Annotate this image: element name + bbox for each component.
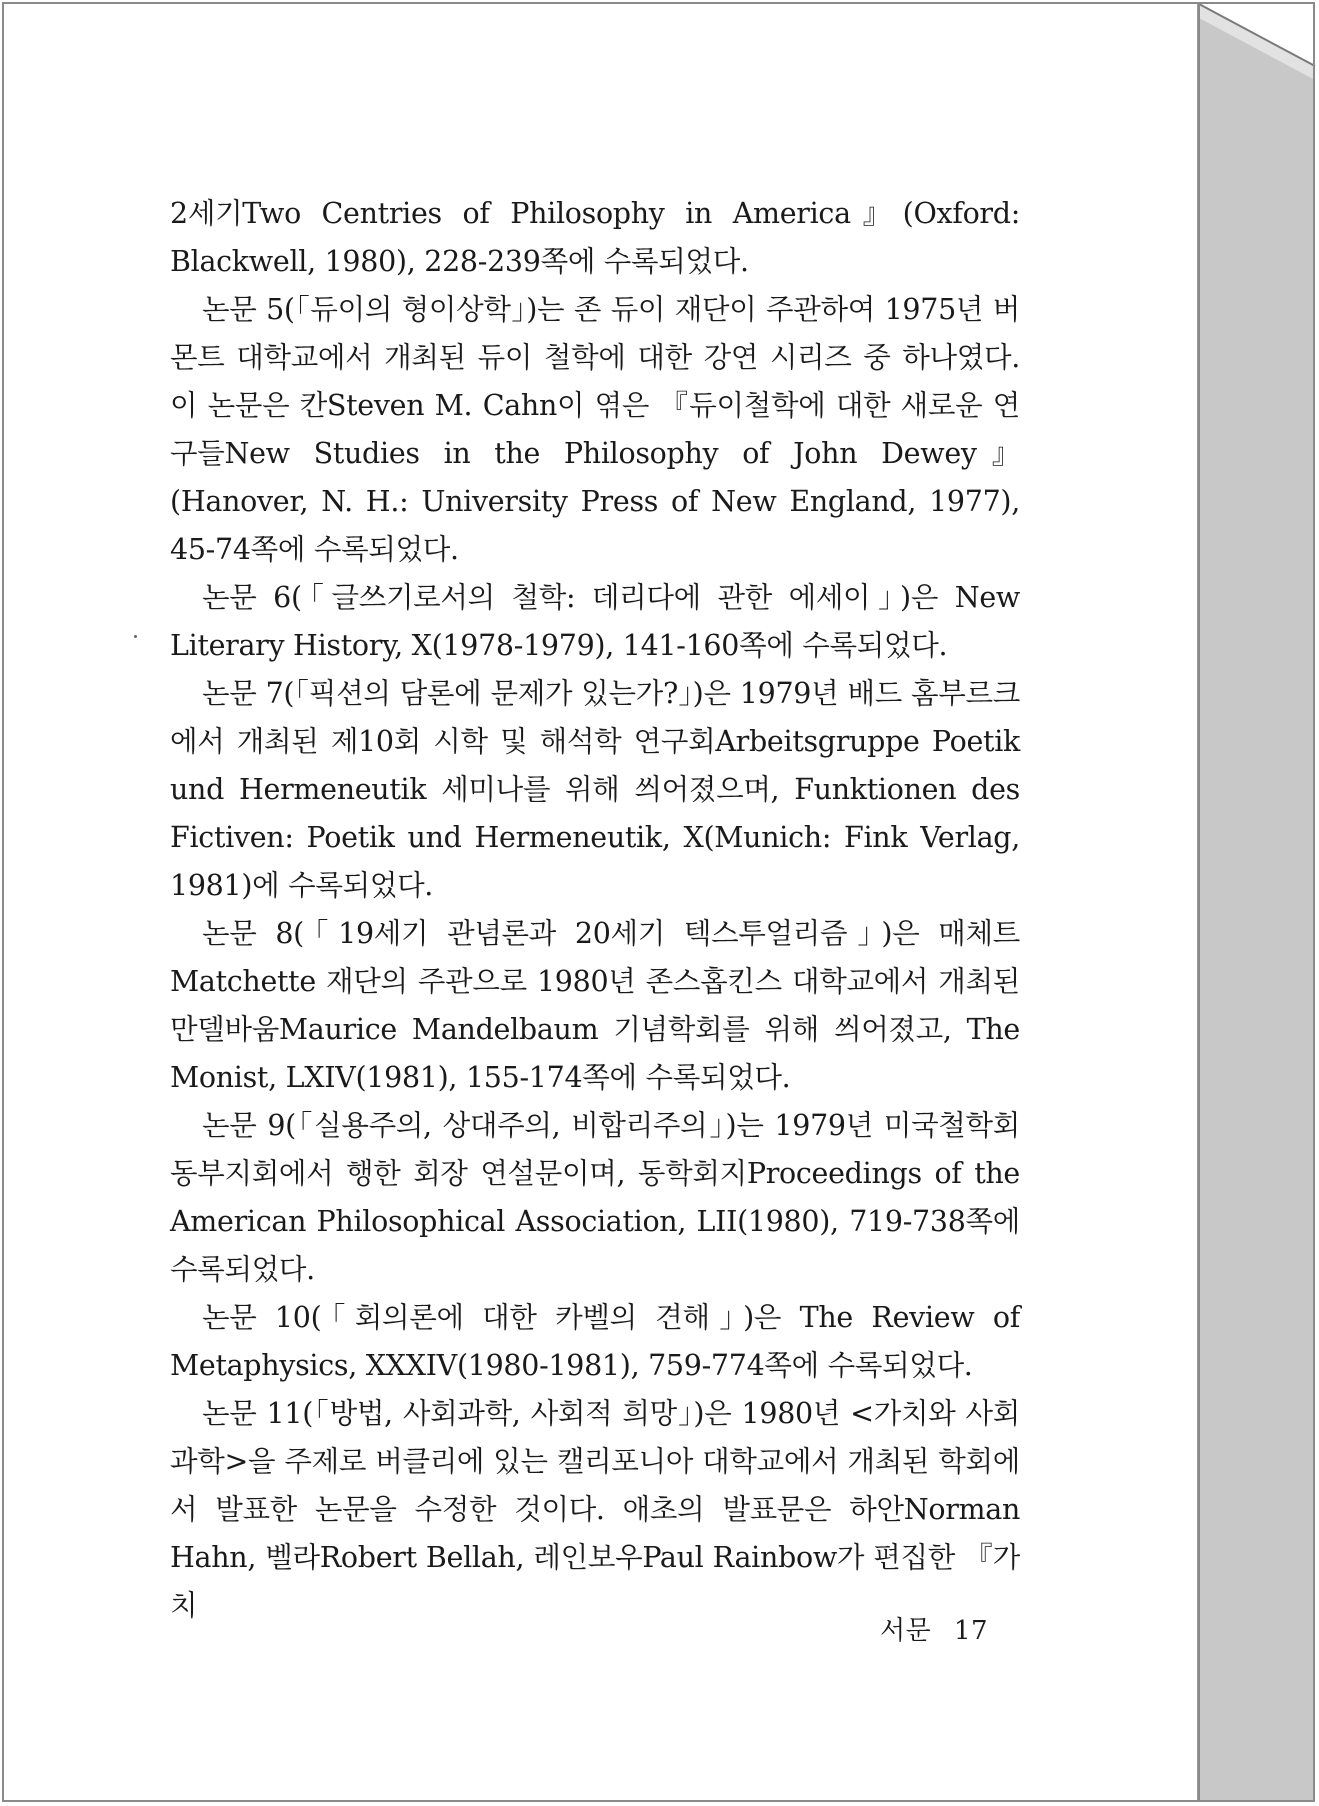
paragraph-4: 논문 7(「픽션의 담론에 문제가 있는가?」)은 1979년 배드 홈부르크에서 개최된 제10회 시학 및 해석학 연구회Arbeitsgruppe Poetik und Hermeneutik 세미나를 위해 씌어졌으며, Funktionen des Fictiven: Poetik und Hermeneutik, X(Munich: Fink Verlag, 1981)에 수록되었다.: [170, 677, 1020, 902]
paragraph-7: 논문 10(「회의론에 대한 카벨의 견해」)은 The Review of Metaphysics, XXXIV(1980-1981), 759-774쪽에 수록되었다.: [170, 1301, 1020, 1382]
page-footer: [880, 1610, 988, 1647]
body-text: [170, 190, 1020, 1630]
page-number: 17: [954, 1616, 989, 1646]
paragraph-2: 논문 5(「듀이의 형이상학」)는 존 듀이 재단이 주관하여 1975년 버몬트 대학교에서 개최된 듀이 철학에 대한 강연 시리즈 중 하나였다. 이 논문은 칸Steven M. Cahn이 엮은 『듀이철학에 대한 새로운 연구들New Studies in the Philosophy of John Dewey』(Hanover, N. H.: University Press of New England, 1977), 45-74쪽에 수록되었다.: [170, 293, 1020, 566]
paragraph-6: 논문 9(「실용주의, 상대주의, 비합리주의」)는 1979년 미국철학회 동부지회에서 행한 회장 연설문이며, 동학회지Proceedings of the American Philosophical Association, LII(1980), 719-738쪽에 수록되었다.: [170, 1109, 1020, 1286]
paragraph-1: 2세기Two Centries of Philosophy in America』(Oxford: Blackwell, 1980), 228-239쪽에 수록되었다.: [170, 197, 1020, 278]
paragraph-8: 논문 11(「방법, 사회과학, 사회적 희망」)은 1980년 <가치와 사회과학>을 주제로 버클리에 있는 캘리포니아 대학교에서 개최된 학회에서 발표한 논문을 수정한 것이다. 애초의 발표문은 하안Norman Hahn, 벨라Robert Bellah, 레인보우Paul Rainbow가 편집한 『가치: [170, 1397, 1020, 1622]
paragraph-3: 논문 6(「글쓰기로서의 철학: 데리다에 관한 에세이」)은 New Literary History, X(1978-1979), 141-160쪽에 수록되었다.: [170, 581, 1020, 662]
margin-dot: [134, 635, 137, 638]
paragraph-5: 논문 8(「19세기 관념론과 20세기 텍스투얼리즘」)은 매체트Matchette 재단의 주관으로 1980년 존스홉킨스 대학교에서 개최된 만델바움Maurice Mandelbaum 기념학회를 위해 씌어졌고, The Monist, LXIV(1981), 155-174쪽에 수록되었다.: [170, 917, 1020, 1094]
footer-section: 서문: [880, 1616, 932, 1646]
